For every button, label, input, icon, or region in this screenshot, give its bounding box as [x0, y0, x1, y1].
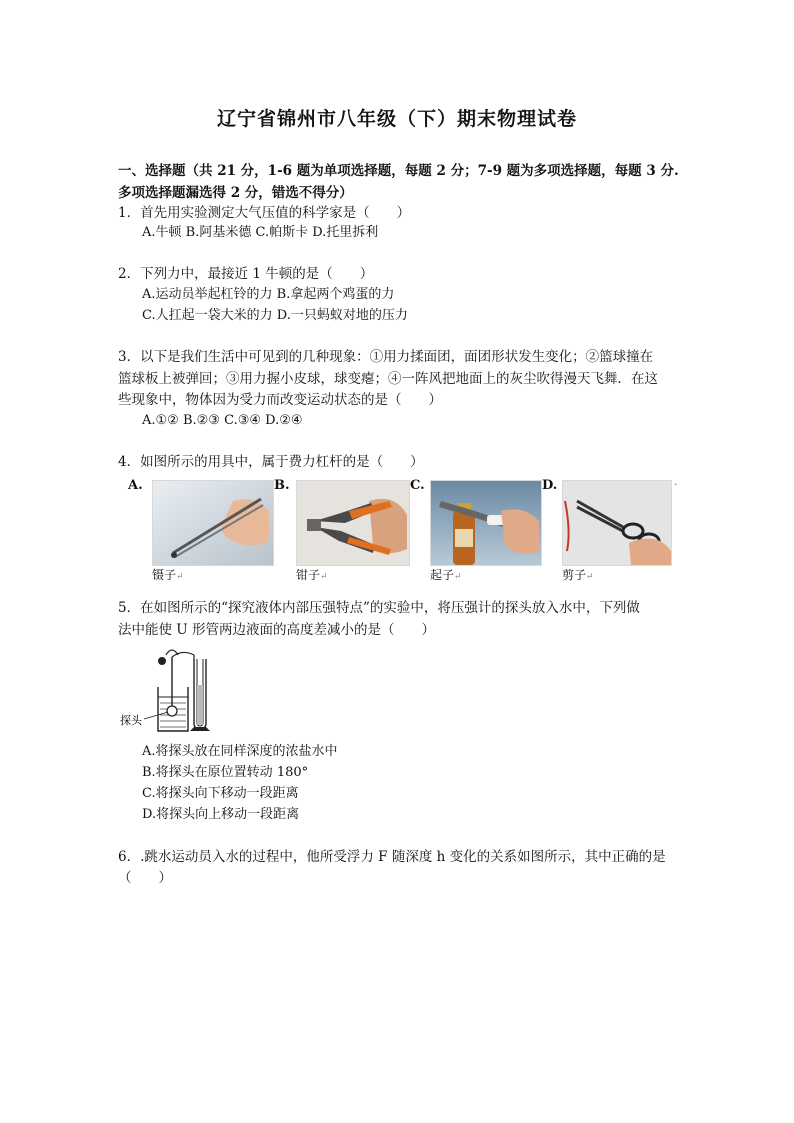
pressure-gauge-diagram [120, 645, 220, 735]
option-d-caption: 剪子 [562, 568, 587, 582]
question-1-stem: 1．首先用实验测定大气压值的科学家是（ ） [118, 205, 411, 221]
question-3-stem-line2: 篮球板上被弹回；③用力握小皮球，球变瘪；④一阵风把地面上的灰尘吹得漫天飞舞．在这 [118, 371, 658, 387]
option-a-letter: A. [128, 478, 143, 493]
question-2-options-line2: C.人扛起一袋大米的力 D.一只蚂蚁对地的压力 [142, 308, 408, 323]
question-3-stem-line1: 3．以下是我们生活中可见到的几种现象：①用力揉面团，面团形状发生变化；②篮球撞在 [118, 349, 654, 365]
question-2-stem: 2．下列力中，最接近 1 牛顿的是（ ） [118, 266, 374, 282]
question-1-options: A.牛顿 B.阿基米德 C.帕斯卡 D.托里拆利 [142, 225, 379, 240]
question-5-option-a: A.将探头放在同样深度的浓盐水中 [142, 744, 338, 759]
question-3-options: A.①② B.②③ C.③④ D.②④ [142, 413, 303, 428]
option-b-letter: B. [274, 478, 290, 493]
question-6-stem-line1: 6．.跳水运动员入水的过程中，他所受浮力 F 随深度 h 变化的关系如图所示，其中正确的是 [118, 849, 666, 865]
question-5-stem-line2: 法中能使 U 形管两边液面的高度差减小的是（ ） [118, 622, 435, 638]
option-d-letter: D. [542, 478, 558, 493]
question-5-option-b: B.将探头在原位置转动 180° [142, 765, 309, 780]
question-4-images: A. 镊子↵ B. 钳子↵ C. 起子↵ D. 剪子↵ · [128, 478, 678, 582]
option-a-caption: 镊子 [152, 568, 177, 582]
question-5-stem-line1: 5．在如图所示的“探究液体内部压强特点”的实验中，将压强计的探头放入水中，下列做 [118, 600, 640, 616]
question-5-option-d: D.将探头向上移动一段距离 [142, 807, 300, 822]
question-6-stem-line2: （ ） [118, 870, 172, 886]
pliers-icon [296, 480, 410, 566]
question-2-options-line1: A.运动员举起杠铃的力 B.拿起两个鸡蛋的力 [142, 287, 395, 302]
probe-label: 探头 [120, 715, 142, 727]
section-heading: 一、选择题（共 21 分，1-6 题为单项选择题，每题 2 分；7-9 题为多项选择题，每题 3 分. 多项选择题漏选得 2 分，错选不得分） [118, 163, 679, 201]
scissors-icon [562, 480, 672, 566]
bottle-opener-icon [430, 480, 542, 566]
option-b-caption: 钳子 [296, 568, 321, 582]
tweezers-icon [152, 480, 274, 566]
option-c-caption: 起子 [430, 568, 455, 582]
question-3-stem-line3: 些现象中，物体因为受力而改变运动状态的是（ ） [118, 392, 442, 408]
question-4-stem: 4．如图所示的用具中，属于费力杠杆的是（ ） [118, 454, 424, 470]
option-c-letter: C. [410, 478, 425, 493]
question-5-option-c: C.将探头向下移动一段距离 [142, 786, 299, 801]
page-title: 辽宁省锦州市八年级（下）期末物理试卷 [216, 108, 577, 130]
